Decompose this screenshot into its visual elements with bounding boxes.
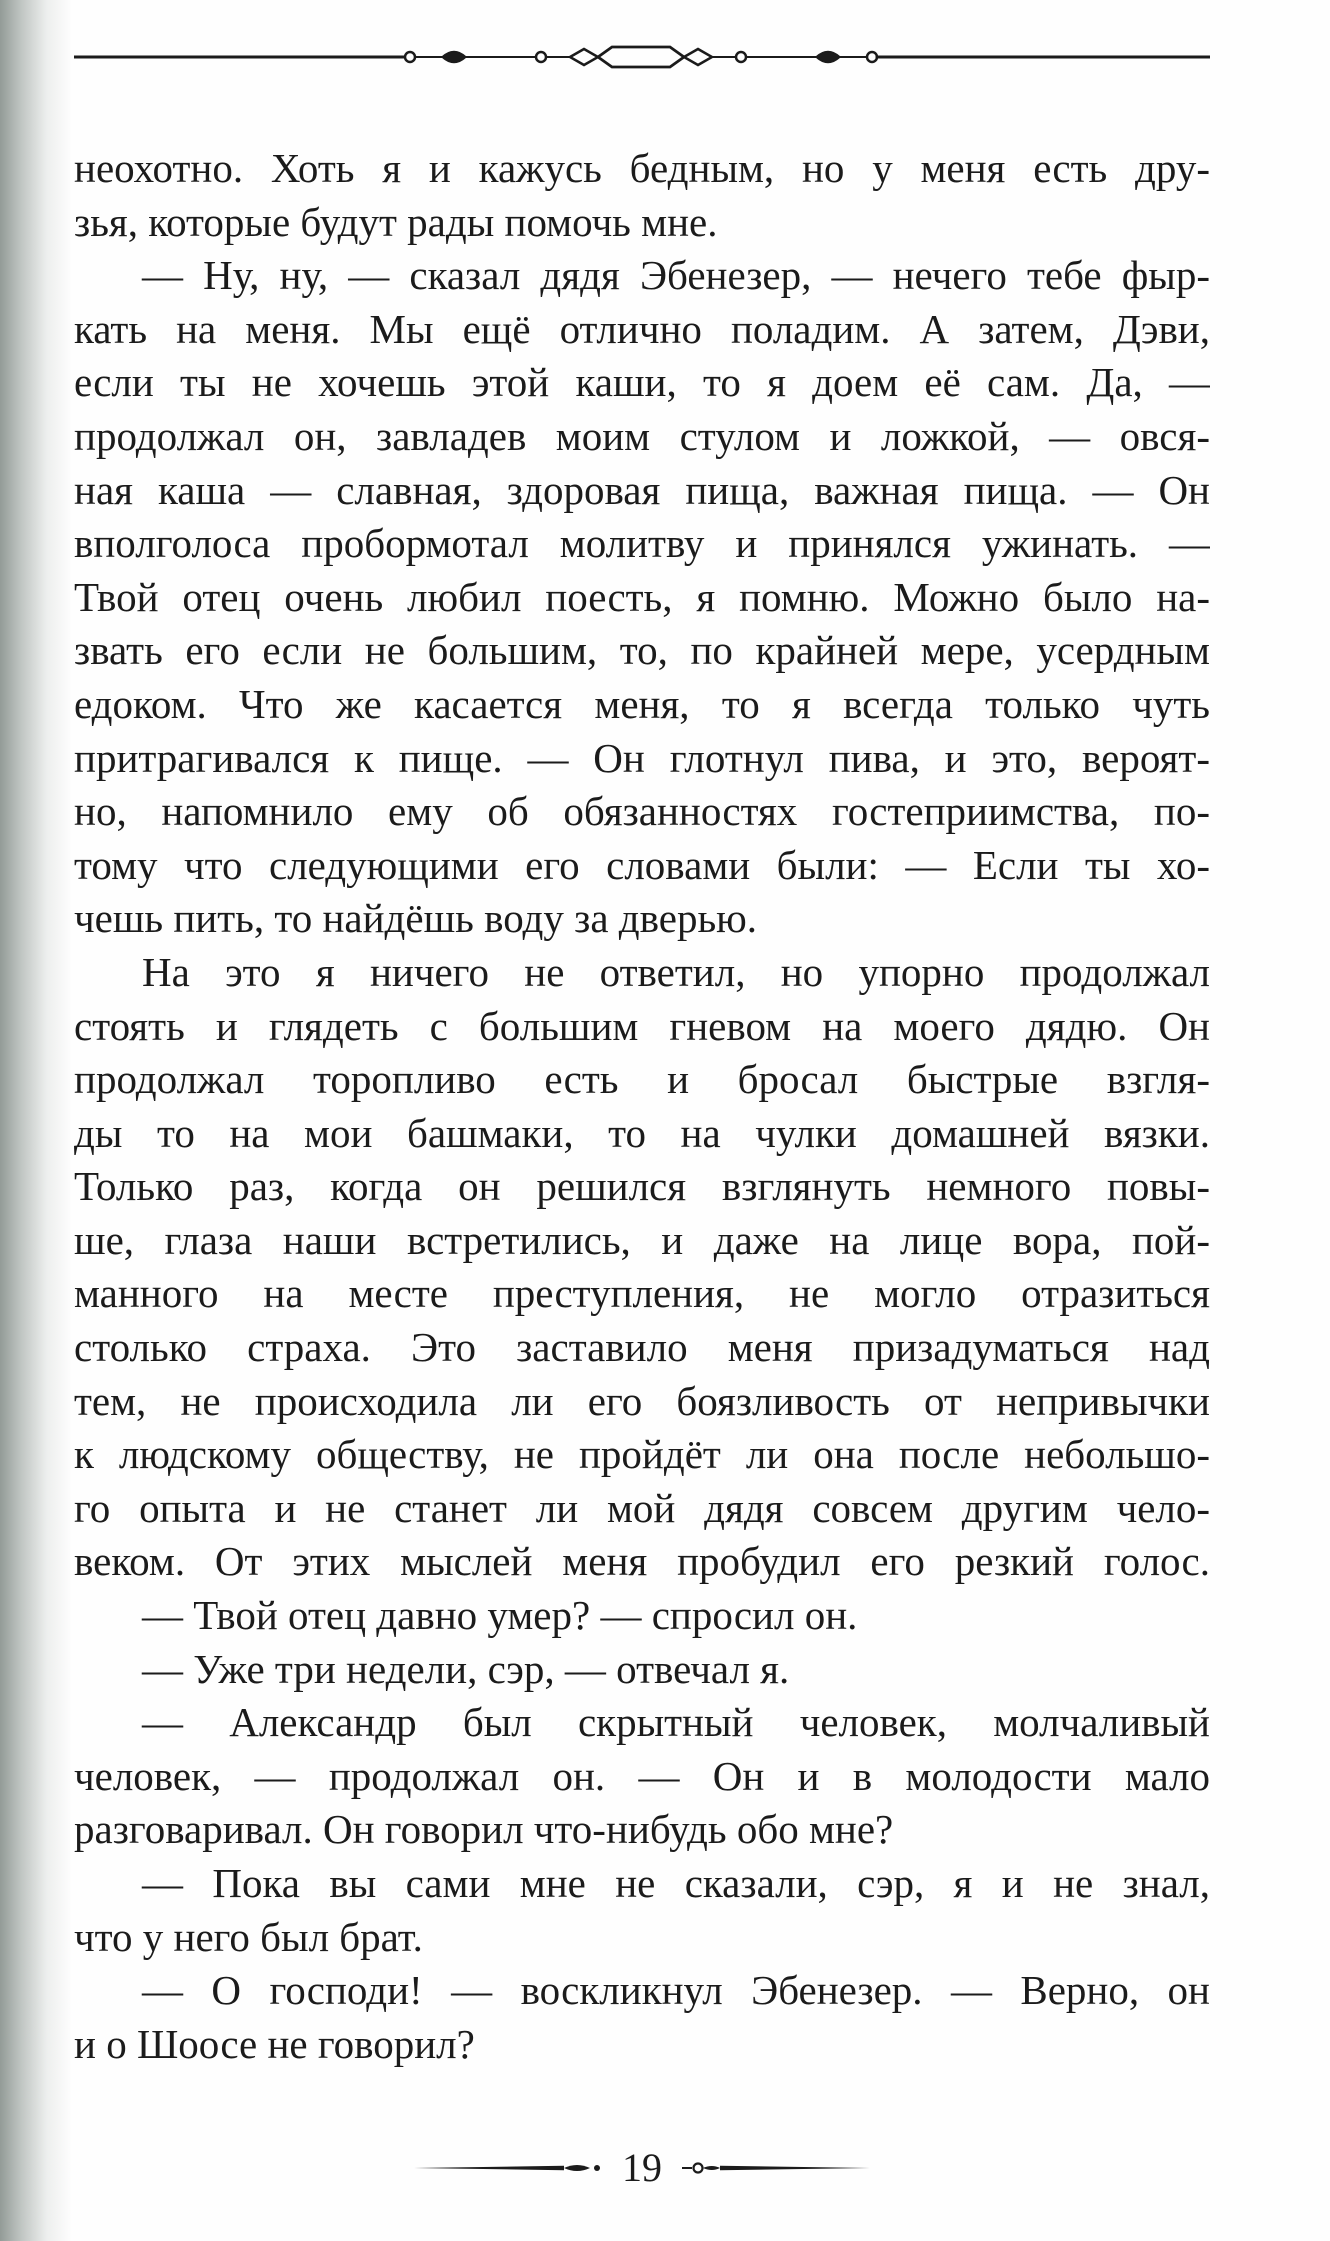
text-line: го опыта и не станет ли мой дядя совсем другим чело-	[74, 1484, 1210, 1531]
text-line: На это я ничего не ответил, но упорно продолжал	[142, 948, 1210, 995]
text-line: неохотно. Хоть я и кажусь бедным, но у меня есть дру-	[74, 145, 1210, 191]
text-line: человек, — продолжал он. — Он и в молодости мало	[74, 1752, 1210, 1799]
text-line: продолжал он, завладев моим стулом и ложкой, — овся-	[74, 412, 1210, 459]
text-line: ше, глаза наши встретились, и даже на лице вора, пой-	[74, 1216, 1210, 1263]
text-line: манного на месте преступления, не могло отразиться	[74, 1270, 1210, 1317]
text-line: — О господи! — воскликнул Эбенезер. — Верно, он	[142, 1967, 1210, 2014]
paragraph	[74, 1589, 1210, 1643]
footer-ornament-left	[414, 2158, 604, 2178]
footer-ornament-right	[680, 2158, 870, 2178]
paragraph	[74, 1643, 1210, 1697]
text-line: зья, которые будут рады помочь мне.	[74, 198, 718, 245]
text-line: — Пока вы сами мне не сказали, сэр, я и не знал,	[142, 1860, 1210, 1906]
text-line: Твой отец очень любил поесть, я помню. Можно было на-	[74, 573, 1210, 620]
body-text	[74, 142, 1210, 2071]
text-line: тому что следующими его словами были: — Если ты хо-	[74, 841, 1210, 888]
paragraph	[74, 1696, 1210, 1857]
text-line: к людскому обществу, не пройдёт ли она после небольшо-	[74, 1431, 1210, 1478]
text-line: стоять и глядеть с большим гневом на моего дядю. Он	[74, 1002, 1210, 1049]
text-line: чешь пить, то найдёшь воду за дверью.	[74, 895, 758, 942]
text-line: — Ну, ну, — сказал дядя Эбенезер, — нечего тебе фыр-	[142, 252, 1210, 299]
text-line: — Твой отец давно умер? — спросил он.	[142, 1592, 858, 1639]
text-line: веком. От этих мыслей меня пробудил его резкий голос.	[74, 1538, 1210, 1585]
page-footer	[74, 2142, 1210, 2194]
text-line: тем, не происходила ли его боязливость от непривычки	[74, 1377, 1210, 1424]
text-line: — Уже три недели, сэр, — отвечал я.	[142, 1645, 790, 1692]
paragraph	[74, 249, 1210, 946]
paragraph	[74, 1857, 1210, 1964]
scan-edge-shadow	[0, 0, 72, 2241]
paragraph	[74, 1964, 1210, 2071]
text-line: но, напомнило ему об обязанностях гостеприимства, по-	[74, 788, 1210, 835]
text-line: разговаривал. Он говорил что-нибудь обо мне?	[74, 1806, 894, 1853]
text-line: вполголоса пробормотал молитву и принялся ужинать. —	[74, 520, 1210, 567]
text-line: столько страха. Это заставило меня призадуматься над	[74, 1324, 1210, 1371]
text-line: ная каша — славная, здоровая пища, важная пища. — Он	[74, 466, 1210, 513]
text-line: едоком. Что же касается меня, то я всегда только чуть	[74, 680, 1210, 727]
text-line: что у него был брат.	[74, 1913, 423, 1960]
text-line: притрагивался к пище. — Он глотнул пива, и это, вероят-	[74, 734, 1210, 781]
paragraph	[74, 946, 1210, 1589]
paragraph	[74, 142, 1210, 249]
text-line: и о Шоосе не говорил?	[74, 2020, 475, 2067]
text-line: Только раз, когда он решился взглянуть немного повы-	[74, 1163, 1210, 1210]
text-line: звать его если не большим, то, по крайней мере, усердным	[74, 627, 1210, 674]
page-number: 19	[622, 2145, 662, 2190]
text-line: — Александр был скрытный человек, молчаливый	[142, 1699, 1210, 1746]
text-line: продолжал торопливо есть и бросал быстрые взгля-	[74, 1056, 1210, 1103]
text-line: кать на меня. Мы ещё отлично поладим. А затем, Дэви,	[74, 305, 1210, 352]
text-line: если ты не хочешь этой каши, то я доем её сам. Да, —	[74, 359, 1210, 406]
text-line: ды то на мои башмаки, то на чулки домашней вязки.	[74, 1109, 1210, 1156]
top-ornament	[74, 37, 1210, 77]
